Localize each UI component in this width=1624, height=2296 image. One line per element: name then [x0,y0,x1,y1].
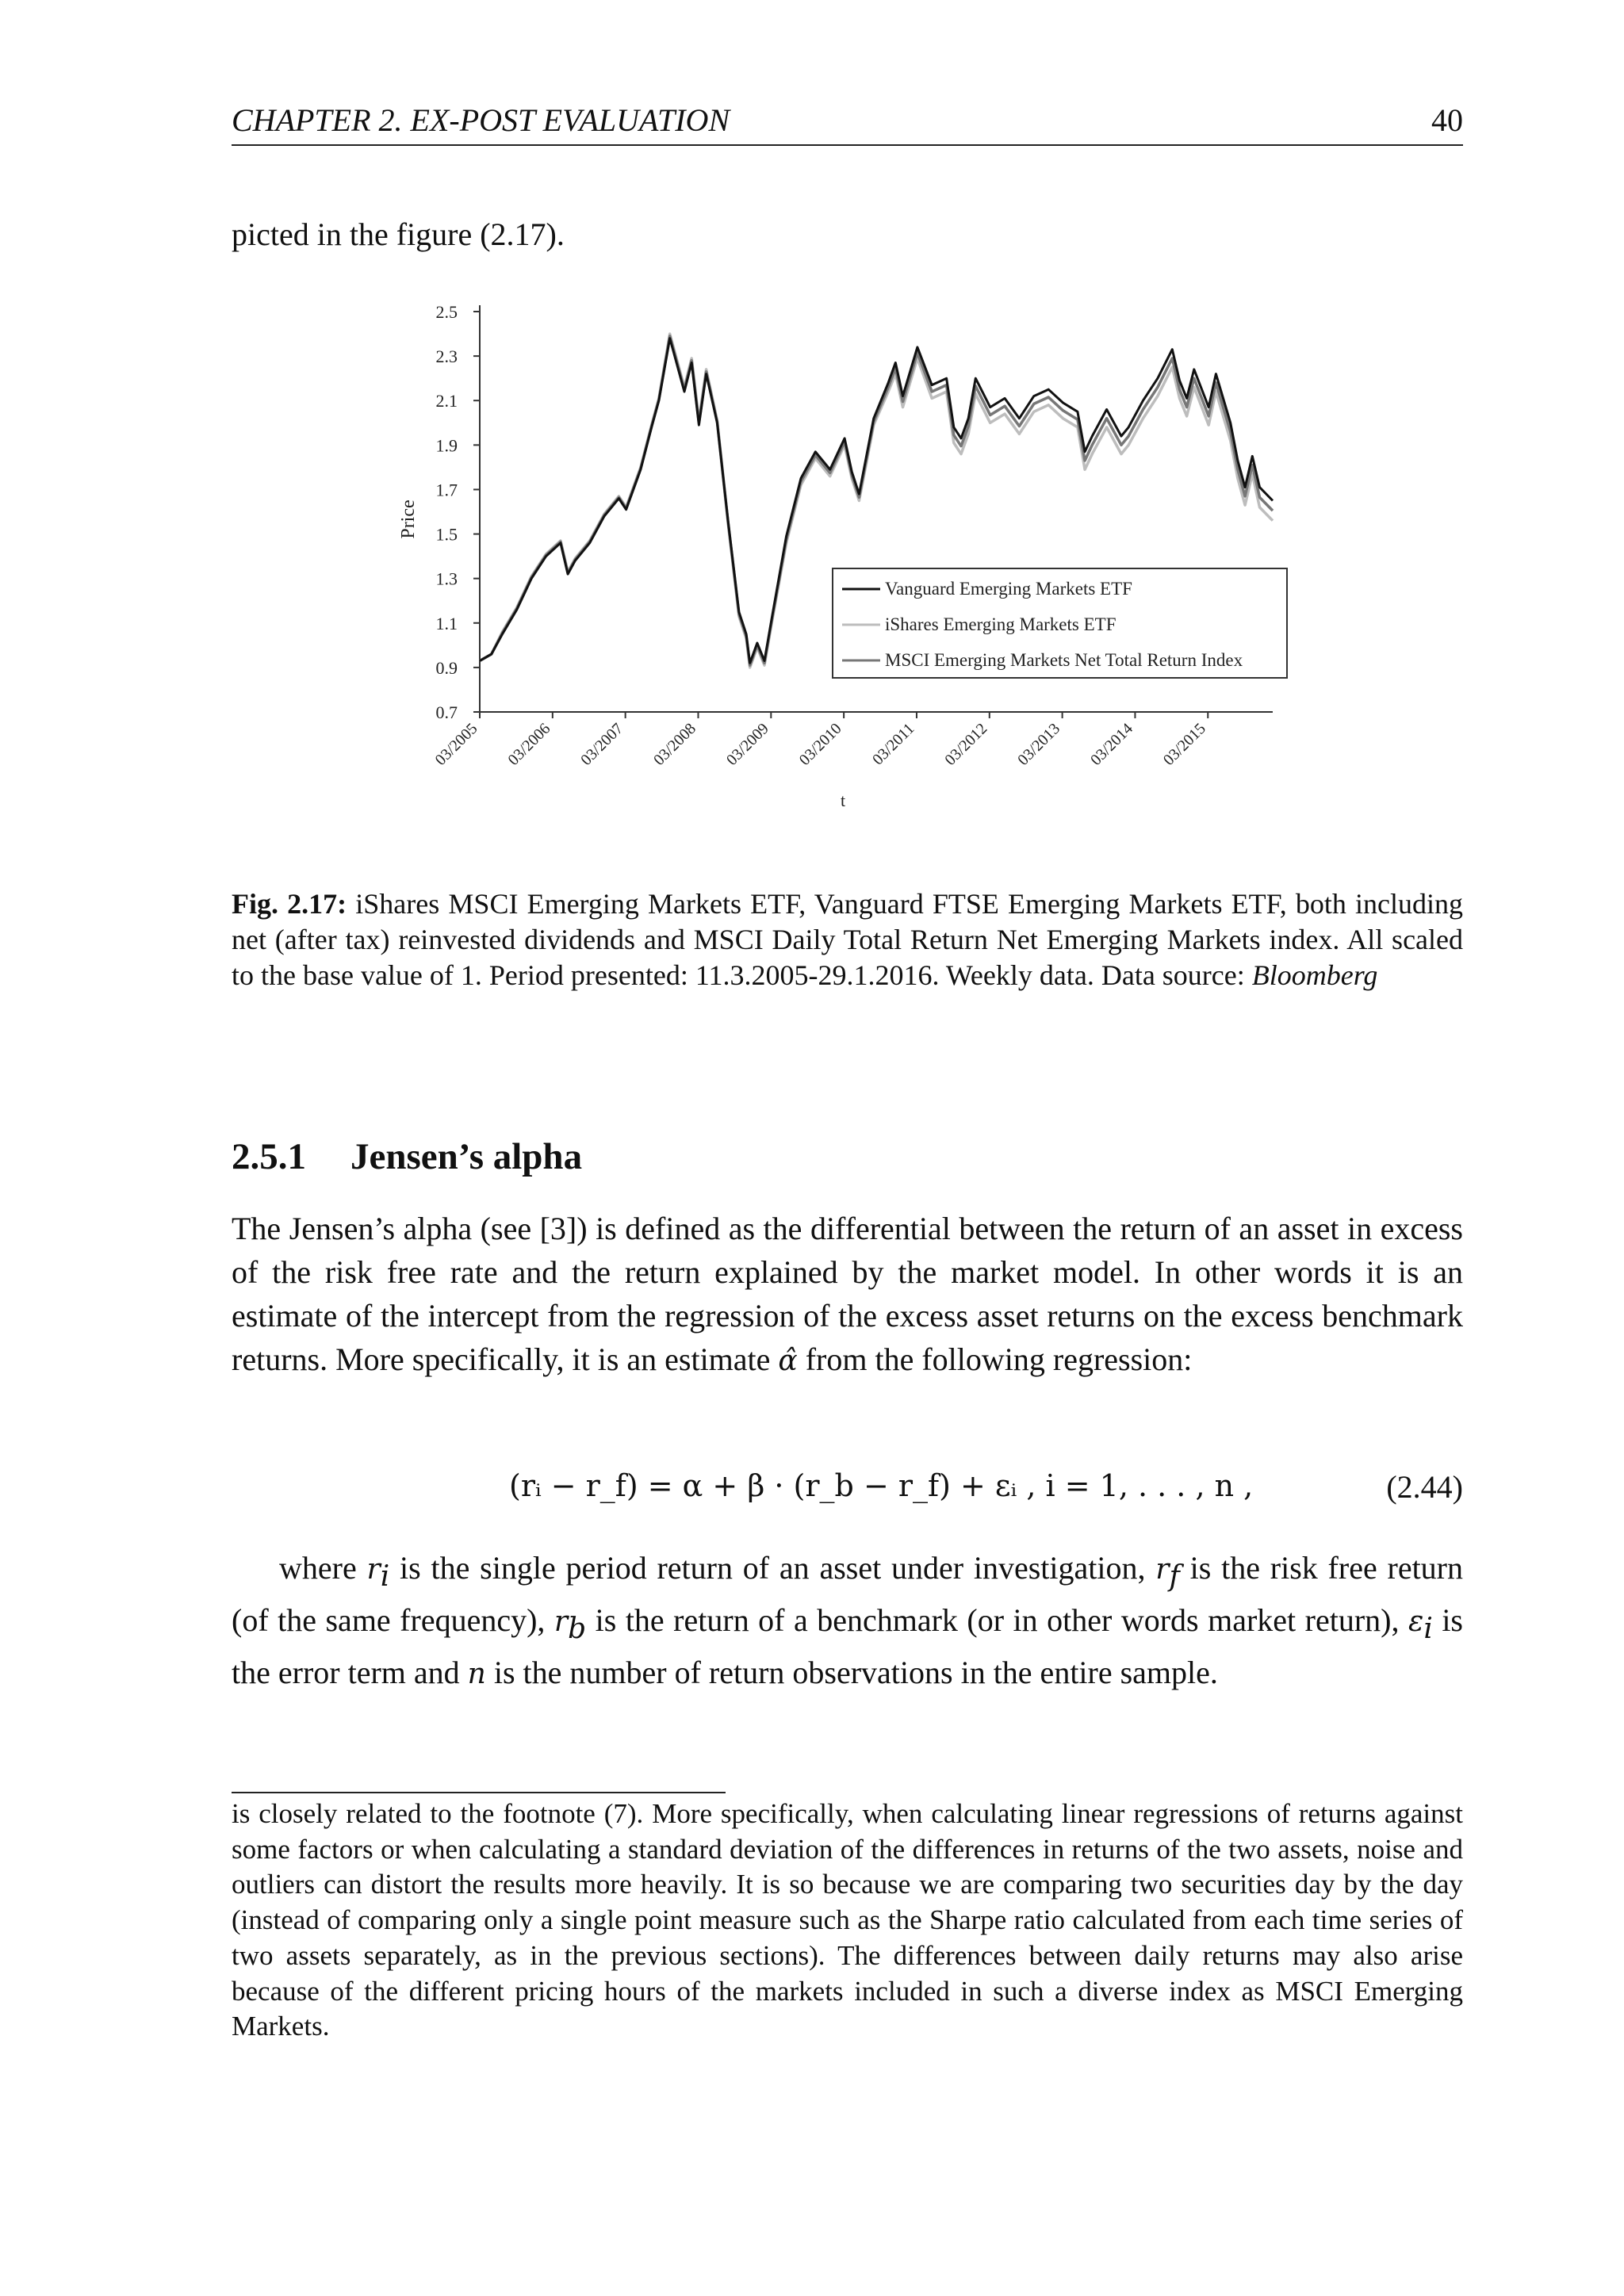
x-tick-label: 03/2007 [577,719,627,769]
y-tick-label: 2.5 [435,302,458,322]
y-tick-label: 1.7 [435,480,458,500]
y-tick-label: 0.7 [435,702,458,722]
legend-label-vanguard: Vanguard Emerging Markets ETF [885,579,1132,599]
math-sub: i [380,1560,390,1593]
alpha-hat-symbol: α̂ [778,1345,798,1377]
text-fragment: where [279,1550,367,1586]
math-sub: b [568,1613,587,1645]
y-tick-label: 1.3 [435,568,458,589]
caption-text: iShares MSCI Emerging Markets ETF, Vanguard FTSE Emerging Markets ETF, both including net (after tax) reinvested dividends and MSCI Daily Total Return Net Emerging Markets index. All scaled to the base value of 1. Period presented: 11.3.2005-29.1.2016. Weekly data. Data source: [232,888,1464,991]
section-heading [232,1135,582,1178]
math-sub: i [1423,1613,1433,1645]
chapter-title: CHAPTER 2. EX-POST EVALUATION [232,102,730,138]
equation-number: (2.44) [1386,1469,1463,1505]
text-fragment: is the error term and [232,1602,1463,1690]
equation-2-44 [232,1468,1463,1516]
paragraph-definition [232,1207,1463,1383]
footnote-rule [232,1792,726,1793]
page-number: 40 [1431,102,1463,138]
y-tick-label: 0.9 [435,657,458,678]
x-tick-label: 03/2010 [795,719,845,769]
x-tick-label: 03/2015 [1159,719,1209,769]
math-var: ε [1408,1605,1424,1638]
math-var: r [1155,1553,1170,1586]
paragraph-variables [232,1546,1463,1696]
math-var: n [467,1658,486,1690]
y-tick-label: 2.3 [435,346,458,367]
y-tick-label: 2.1 [435,391,458,411]
caption-source: Bloomberg [1251,959,1378,991]
y-tick-label: 1.5 [435,524,458,545]
x-tick-label: 03/2013 [1014,719,1064,769]
caption-label: Fig. 2.17: [232,888,347,920]
x-tick-label: 03/2011 [869,719,918,769]
x-tick-label: 03/2009 [722,719,772,769]
intro-line: picted in the figure (2.17). [232,216,565,252]
paragraph-text-tail: from the following regression: [797,1341,1193,1377]
x-axis-title: t [840,790,846,810]
section-title: Jensen’s alpha [350,1136,583,1177]
x-tick-label: 03/2008 [650,719,700,769]
paragraph-text: The Jensen’s alpha (see [3]) is defined as the differential between the return of an asset in excess of the risk free rate and the return explained by the market model. In other words it is an estimate of the intercept from the regression of the excess asset returns on the excess benchmark returns. More specifically, it is an estimate [232,1211,1463,1377]
legend-label-ishares: iShares Emerging Markets ETF [885,614,1116,634]
math-var: r [553,1605,569,1638]
section-number: 2.5.1 [232,1136,306,1177]
y-tick-label: 1.1 [435,613,458,633]
text-fragment: is the number of return observations in the entire sample. [485,1655,1218,1690]
math-var: r [366,1553,381,1586]
footnote: is closely related to the footnote (7). More specifically, when calculating linear regressions of returns against some factors or when calculating a standard deviation of the differences in returns of the two assets, noise and outliers can distort the results more heavily. It is so because we are comparing two securities day by the day (instead of comparing only a single point measure such as the Sharpe ratio calculated from each time series of two assets separately, as in the previous sections). The differences between daily returns may also arise because of the different pricing hours of the markets included in such a diverse index as MSCI Emerging Markets. [232,1798,1463,2042]
x-tick-label: 03/2014 [1087,719,1136,769]
text-fragment: is the risk free return (of the same frequency), [232,1550,1464,1638]
figure-caption [232,886,1463,993]
price-line-chart [381,289,1300,828]
math-sub: f [1169,1560,1180,1593]
x-tick-label: 03/2012 [941,719,991,769]
y-axis-title: Price [398,499,419,539]
equation-body: (rᵢ − r_f) = α + β · (r_b − r_f) + εᵢ , i = 1, . . . , n , [509,1468,1254,1503]
running-header [232,101,1463,146]
y-tick-label: 1.9 [435,435,458,456]
text-fragment: is the single period return of an asset under investigation, [389,1550,1156,1586]
legend-label-msci: MSCI Emerging Markets Net Total Return Index [885,650,1243,670]
x-tick-label: 03/2005 [431,719,481,769]
text-fragment: is the return of a benchmark (or in other words market return), [586,1602,1408,1638]
x-tick-label: 03/2006 [504,719,554,769]
